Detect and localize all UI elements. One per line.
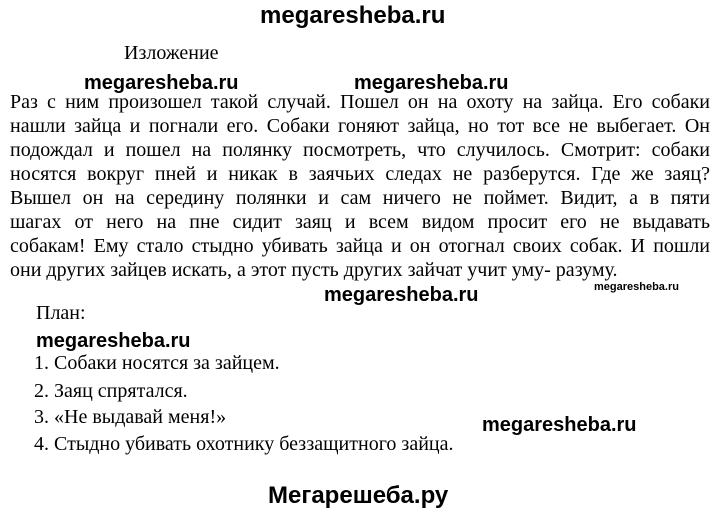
watermark: megaresheba.ru — [482, 414, 637, 436]
plan-item: 3. «Не выдавай меня!» — [34, 406, 227, 428]
paragraph-line: они других зайцев искать, а этот пусть других зайчат учит уму- разуму. — [10, 259, 618, 281]
plan-item: 4. Стыдно убивать охотнику беззащитного зайца. — [34, 433, 454, 455]
watermark: megaresheba.ru — [84, 72, 239, 94]
header-site-name: megaresheba.ru — [260, 2, 446, 29]
footer-site-name: Мегарешеба.ру — [268, 482, 449, 509]
story-paragraph — [10, 90, 710, 282]
watermark: megaresheba.ru — [36, 330, 191, 352]
paragraph-line: нашли зайца и погнали его. Собаки гоняют зайца, но тот все не выбегает. Он — [10, 115, 710, 137]
document-title: Изложение — [124, 42, 219, 64]
plan-item: 1. Собаки носятся за зайцем. — [34, 352, 280, 374]
paragraph-line: носятся вокруг пней и никак в заячьих следах не разберутся. Где же заяц? — [10, 163, 710, 185]
plan-heading: План: — [36, 302, 86, 324]
watermark: megaresheba.ru — [354, 72, 509, 94]
paragraph-line: Раз с ним произошел такой случай. Пошел он на охоту на зайца. Его собаки — [10, 91, 710, 113]
paragraph-line: шагах от него на пне сидит заяц и всем видом просит его не выдавать — [10, 211, 710, 233]
plan-item: 2. Заяц спрятался. — [34, 380, 188, 402]
watermark-small: megaresheba.ru — [594, 281, 679, 293]
watermark: megaresheba.ru — [324, 284, 479, 306]
paragraph-line: собакам! Ему стало стыдно убивать зайца и он отогнал своих собак. И пошли — [10, 235, 710, 257]
paragraph-line: подождал и пошел на полянку посмотреть, что случилось. Смотрит: собаки — [10, 139, 710, 161]
paragraph-line: Вышел он на середину полянки и сам ничего не поймет. Видит, а в пяти — [10, 187, 710, 209]
